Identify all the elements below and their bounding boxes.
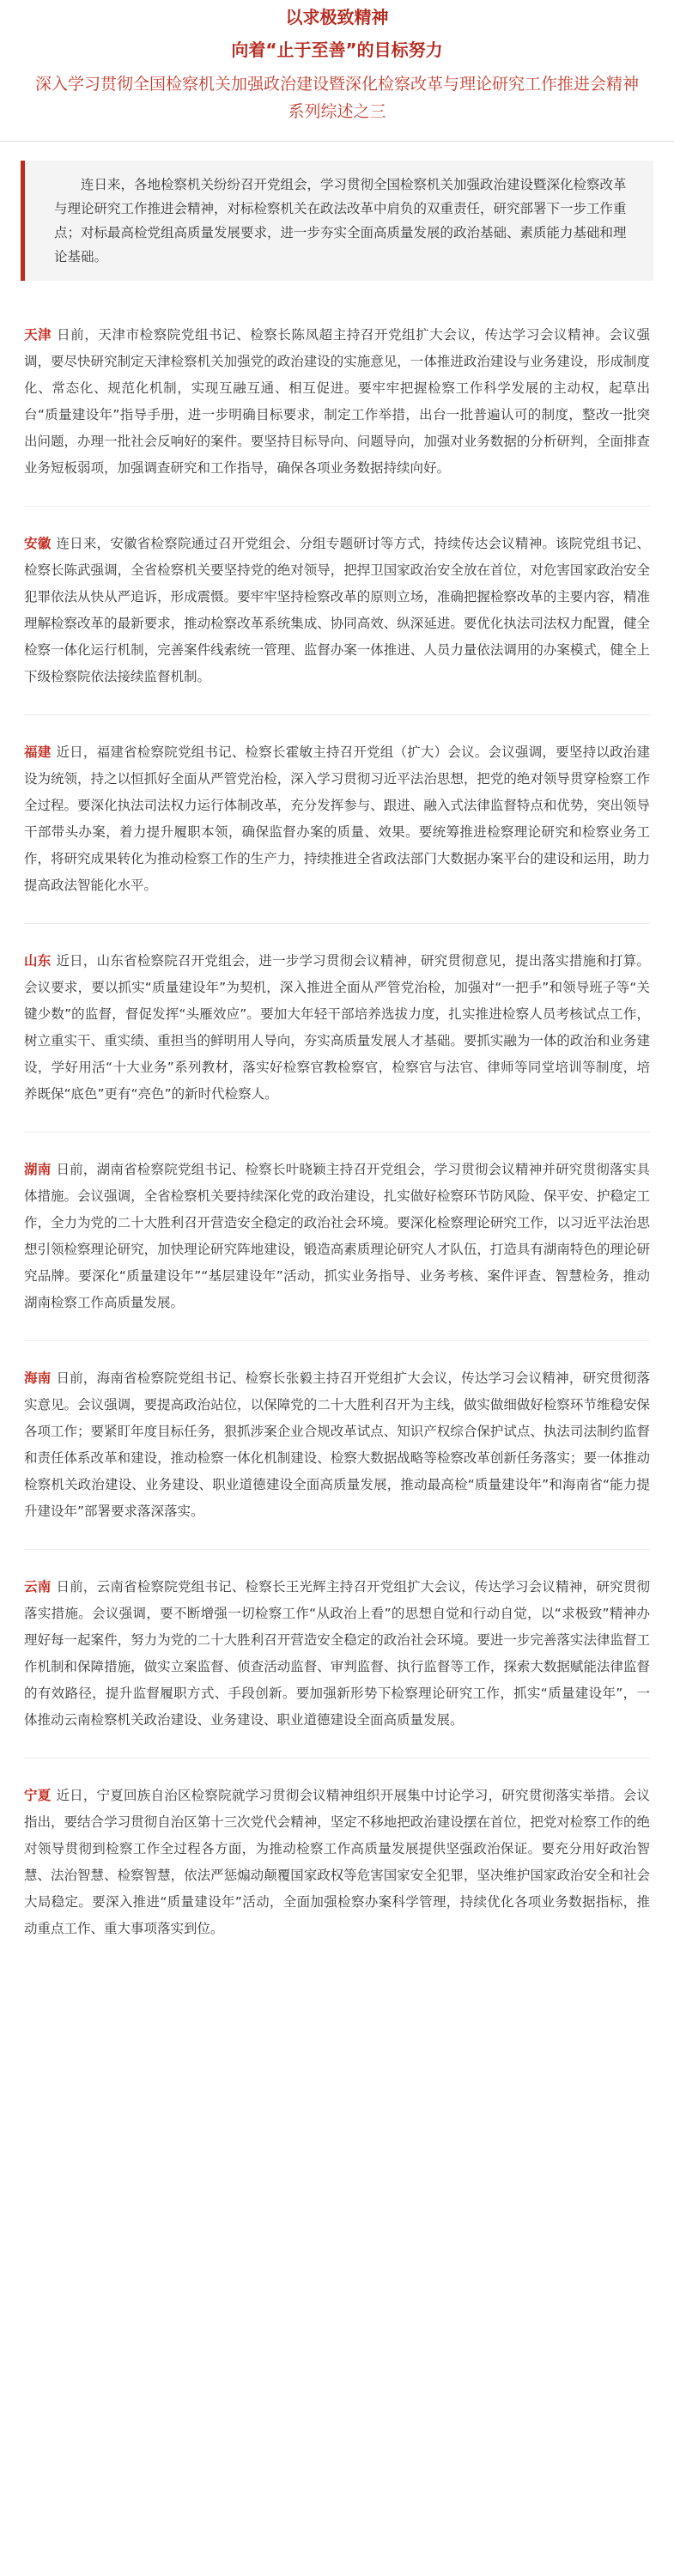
- section-fujian: [24, 739, 650, 899]
- section-text: 日前，湖南省检察院党组书记、检察长叶晓颖主持召开党组会，学习贯彻会议精神并研究贯彻落实具体措施。会议强调，全省检察机关要持续深化党的政治建设，扎实做好检察环节防风险、保平安、护稳定工作，全力为党的二十大胜利召开营造安全稳定的政治社会环境。要深化检察理论研究工作，以习近平法治思想引领检察理论研究，加快理论研究阵地建设，锻造高素质理论研究人才队伍，打造具有湖南特色的理论研究品牌。要深化“质量建设年”“基层建设年”活动，抓实业务指导、业务考核、案件评查、智慧检务，推动湖南检察工作高质量发展。: [24, 1162, 650, 1310]
- section-divider: [24, 714, 650, 715]
- article-title: 以求极致精神: [285, 7, 389, 27]
- section-paragraph: [24, 1574, 650, 1734]
- section-text: 日前，云南省检察院党组书记、检察长王光辉主持召开党组扩大会议，传达学习会议精神，研究贯彻落实措施。会议强调，要不断增强一切检察工作“从政治上看”的思想自觉和行动自觉，以“求极致”精神办理好每一起案件，努力为党的二十大胜利召开营造安全稳定的政治社会环境。要进一步完善落实法律监督工作机制和保障措施，做实立案监督、侦查活动监督、审判监督、执行监督等工作，探索大数据赋能法律监督的有效路径，提升监督履职方式、手段创新。要加强新形势下检察理论研究工作，抓实“质量建设年”，一体推动云南检察机关政治建设、业务建设、职业道德建设全面高质量发展。: [24, 1579, 650, 1728]
- intro-box: 连日来，各地检察机关纷纷召开党组会，学习贯彻全国检察机关加强政治建设暨深化检察改革与理论研究工作推进会精神，对标检察机关在政法改革中肩负的双重责任，研究部署下一步工作重点；对标最高检党组高质量发展要求，进一步夯实全面高质量发展的政治基础、素质能力基础和理论基础。: [21, 161, 653, 281]
- section-divider: [24, 506, 650, 507]
- region-label: 云南: [24, 1579, 52, 1595]
- section-divider: [24, 1758, 650, 1759]
- section-paragraph: [24, 948, 650, 1108]
- header-divider: [0, 141, 674, 142]
- section-text: 近日，山东省检察院召开党组会，进一步学习贯彻会议精神，研究贯彻意见，提出落实措施和打算。会议要求，要以抓实“质量建设年”为契机，深入推进全面从严管党治检，加强对“一把手”和领导班子等“关键少数”的监督，督促发挥“头雁效应”。要加大年轻干部培养选拔力度，扎实推进检察人员考核试点工作，树立重实干、重实绩、重担当的鲜明用人导向，夯实高质量发展人才基础。要抓实融为一体的政治和业务建设，学好用活“十大业务”系列教材，落实好检察官教检察官，检察官与法官、律师等同堂培训等制度，培养既保“底色”更有“亮色”的新时代检察人。: [24, 953, 650, 1102]
- section-text: 近日，福建省检察院党组书记、检察长霍敏主持召开党组（扩大）会议。会议强调，要坚持以政治建设为统领，持之以恒抓好全面从严管党治检，深入学习贯彻习近平法治思想，把党的绝对领导贯穿检察工作全过程。要深化执法司法权力运行体制改革，充分发挥参与、跟进、融入式法律监督特点和优势，突出领导干部带头办案，着力提升履职本领，确保监督办案的质量、效果。要统筹推进检察理论研究和检察业务工作，将研究成果转化为推动检察工作的生产力，持续推进全省政法部门大数据办案平台的建设和运用，助力提高政法智能化水平。: [24, 744, 650, 893]
- section-yunnan: [24, 1574, 650, 1734]
- region-label: 天津: [24, 327, 52, 343]
- section-paragraph: [24, 1783, 650, 1942]
- region-label: 宁夏: [24, 1788, 52, 1803]
- section-text: 连日来，安徽省检察院通过召开党组会、分组专题研讨等方式，持续传达会议精神。该院党组书记、检察长陈武强调，全省检察机关要坚持党的绝对领导，把捍卫国家政治安全放在首位，对危害国家政治安全犯罪依法从快从严追诉，形成震慑。要牢牢坚持检察改革的原则立场，准确把握检察改革的主要内容，精准理解检察改革的最新要求，推动检察改革系统集成、协同高效、纵深延进。要优化执法司法权力配置，健全检察一体化运行机制，完善案件线索统一管理、监督办案一体推进、人员力量依法调用的办案模式，健全上下级检察院依法接续监督机制。: [24, 536, 650, 684]
- section-hunan: [24, 1157, 650, 1316]
- region-label: 福建: [24, 744, 52, 760]
- section-paragraph: [24, 739, 650, 899]
- region-label: 海南: [24, 1370, 52, 1386]
- section-ningxia: [24, 1783, 650, 1942]
- section-text: 日前，海南省检察院党组书记、检察长张毅主持召开党组扩大会议，传达学习会议精神，研究贯彻落实意见。会议强调，要提高政治站位，以保障党的二十大胜利召开为主线，做实做细做好检察环节维稳安保各项工作；要紧盯年度目标任务，狠抓涉案企业合规改革试点、知识产权综合保护试点、执法司法制约监督和责任体系改革和建设，推动检察一体化机制建设、检察大数据战略等检察改革创新任务落实；要一体推动检察机关政治建设、业务建设、职业道德建设全面高质量发展，推动最高检“质量建设年”和海南省“能力提升建设年”部署要求落深落实。: [24, 1370, 650, 1519]
- article-subtitle: 深入学习贯彻全国检察机关加强政治建设暨深化检察改革与理论研究工作推进会精神系列综述之三: [34, 75, 639, 121]
- section-hainan: [24, 1365, 650, 1525]
- region-label: 安徽: [24, 536, 52, 551]
- section-paragraph: [24, 1365, 650, 1525]
- article-title-secondary: 向着“止于至善”的目标努力: [231, 39, 443, 60]
- section-divider: [24, 1340, 650, 1341]
- section-anhui: [24, 531, 650, 690]
- section-text: 日前，天津市检察院党组书记、检察长陈凤超主持召开党组扩大会议，传达学习会议精神。会议强调，要尽快研究制定天津检察机关加强党的政治建设的实施意见，一体推进政治建设与业务建设，形成制度化、常态化、规范化机制，实现互融互通、相互促进。要牢牢把握检察工作科学发展的主动权，起草出台“质量建设年”指导手册，进一步明确目标要求，制定工作举措，出台一批普遍认可的制度，整改一批突出问题，办理一批社会反响好的案件。要坚持目标导向、问题导向，加强对业务数据的分析研判，全面排查业务短板弱项，加强调查研究和工作指导，确保各项业务数据持续向好。: [24, 327, 650, 476]
- section-tianjin: [24, 322, 650, 482]
- section-paragraph: [24, 531, 650, 690]
- region-label: 山东: [24, 953, 52, 969]
- region-label: 湖南: [24, 1162, 52, 1177]
- section-divider: [24, 1132, 650, 1133]
- section-shandong: [24, 948, 650, 1108]
- section-divider: [24, 923, 650, 924]
- section-paragraph: [24, 1157, 650, 1316]
- section-divider: [24, 1549, 650, 1550]
- section-paragraph: [24, 322, 650, 482]
- section-text: 近日，宁夏回族自治区检察院就学习贯彻会议精神组织开展集中讨论学习，研究贯彻落实举措。会议指出，要结合学习贯彻自治区第十三次党代会精神，坚定不移地把政治建设摆在首位，把党对检察工作的绝对领导贯彻到检察工作全过程各方面，为推动检察工作高质量发展提供坚强政治保证。要充分用好政治智慧、法治智慧、检察智慧，依法严惩煽动颠覆国家政权等危害国家安全犯罪，坚决维护国家政治安全和社会大局稳定。要深入推进“质量建设年”活动，全面加强检察办案科学管理，持续优化各项业务数据指标，推动重点工作、重大事项落实到位。: [24, 1788, 650, 1936]
